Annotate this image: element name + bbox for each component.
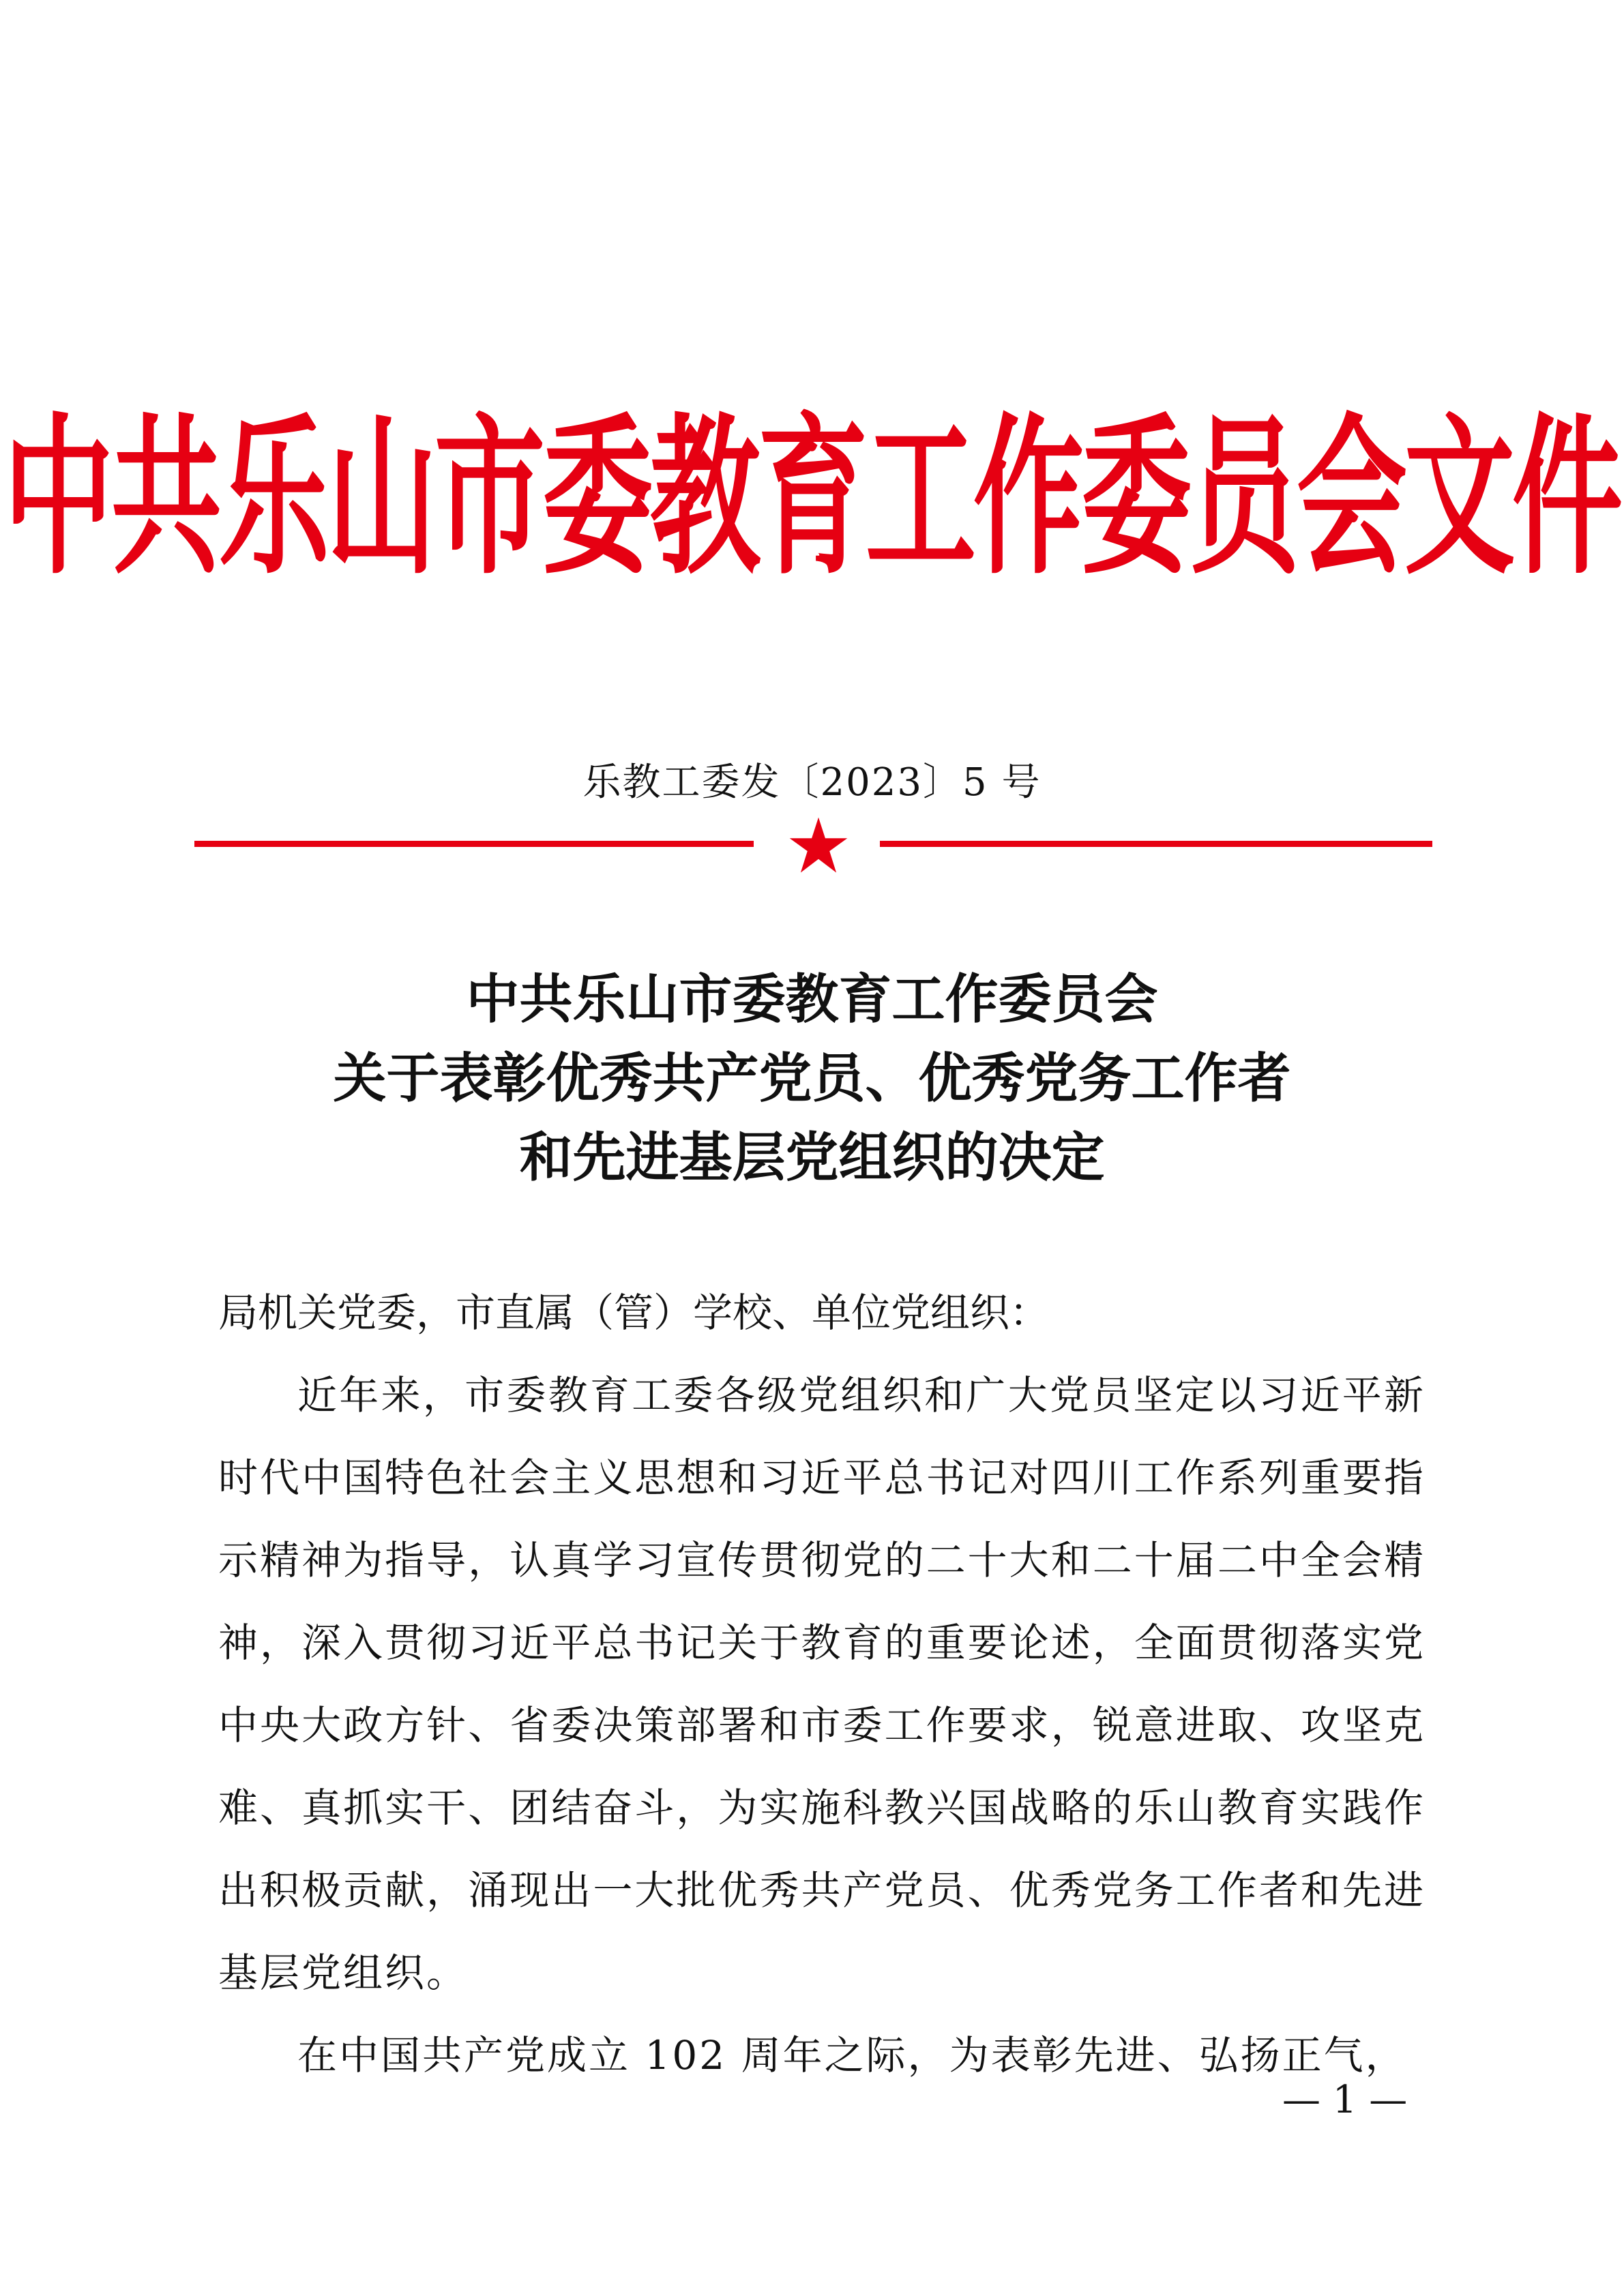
masthead	[3, 389, 1620, 607]
divider-line-left	[194, 841, 754, 847]
page-number: — 1 —	[1282, 2078, 1408, 2122]
masthead-title: 中共乐山市委教育工作委员会文件	[3, 397, 1620, 599]
document-number: 乐教工委发〔2023〕5 号	[582, 760, 1042, 805]
document-body	[218, 1272, 1426, 2097]
body-paragraph: 在中国共产党成立 102 周年之际，为表彰先进、弘扬正气，	[297, 2032, 1407, 2078]
title-line: 中共乐山市委教育工作委员会	[466, 969, 1158, 1030]
body-paragraph: 近年来，市委教育工委各级党组织和广大党员坚定以习近平新时代中国特色社会主义思想和习近平总书记对四川工作系列重要指示精神为指导，认真学习宣传贯彻党的二十大和二十届二中全会精神，深入贯彻习近平总书记关于教育的重要论述，全面贯彻落实党中央大政方针、省委决策部署和市委工作要求，锐意进取、攻坚克难、真抓实干、团结奋斗，为实施科教兴国战略的乐山教育实践作出积极贡献，涌现出一大批优秀共产党员、优秀党务工作者和先进基层党组织。	[218, 1372, 1426, 1996]
document-title	[0, 960, 1624, 1197]
title-line: 和先进基层党组织的决定	[519, 1127, 1105, 1189]
title-line: 关于表彰优秀共产党员、优秀党务工作者	[333, 1048, 1291, 1109]
star-icon	[788, 815, 849, 876]
salutation: 局机关党委，市直属（管）学校、单位党组织：	[218, 1289, 1050, 1336]
divider-line-right	[880, 841, 1432, 847]
